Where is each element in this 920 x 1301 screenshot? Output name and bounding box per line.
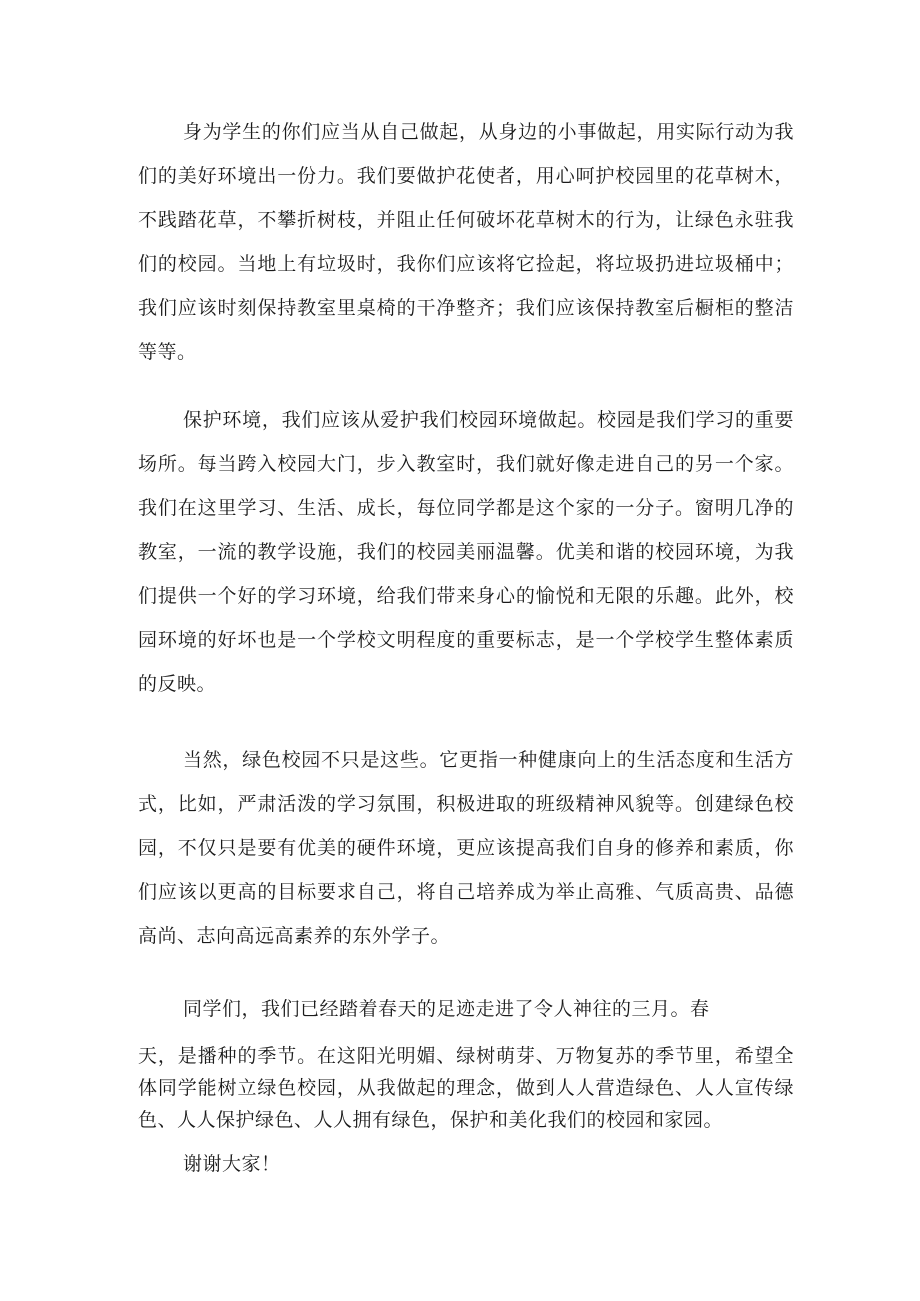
paragraph-2: 保护环境，我们应该从爱护我们校园环境做起。校园是我们学习的重要场所。每当跨入校园大门，步入教室时，我们就好像走进自己的另一个家。我们在这里学习、生活、成长，每位同学都是这个家的一分子。窗明几净的教室，一流的教学设施，我们的校园美丽温馨。优美和谐的校园环境，为我们提供一个好的学习环境，给我们带来身心的愉悦和无限的乐趣。此外，校园环境的好坏也是一个学校文明程度的重要标志，是一个学校学生整体素质的反映。 <box>138 409 794 695</box>
closing-thanks: 谢谢大家！ <box>183 1153 281 1175</box>
paragraph-4-continuation: 天，是播种的季节。在这阳光明媚、绿树萌芽、万物复苏的季节里，希望全体同学能树立绿色校园，从我做起的理念，做到人人营造绿色、人人宣传绿色、人人保护绿色、人人拥有绿色，保护和美化我们的校园和家园。 <box>138 1045 794 1131</box>
paragraph-1: 身为学生的你们应当从自己做起，从身边的小事做起，用实际行动为我们的美好环境出一份力。我们要做护花使者，用心呵护校园里的花草树木，不践踏花草，不攀折树枝，并阻止任何破坏花草树木的行为，让绿色永驻我们的校园。当地上有垃圾时，我你们应该将它捡起，将垃圾扔进垃圾桶中；我们应该时刻保持教室里桌椅的干净整齐；我们应该保持教室后橱柜的整洁等等。 <box>138 121 794 363</box>
paragraph-3: 当然，绿色校园不只是这些。它更指一种健康向上的生活态度和生活方式，比如，严肃活泼的学习氛围，积极进取的班级精神风貌等。创建绿色校园，不仅只是要有优美的硬件环境，更应该提高我们自身的修养和素质，你们应该以更高的目标要求自己，将自己培养成为举止高雅、气质高贵、品德高尚、志向高远高素养的东外学子。 <box>138 749 794 947</box>
paragraph-4-first-line: 同学们，我们已经踏着春天的足迹走进了令人神往的三月。春 <box>183 998 710 1020</box>
